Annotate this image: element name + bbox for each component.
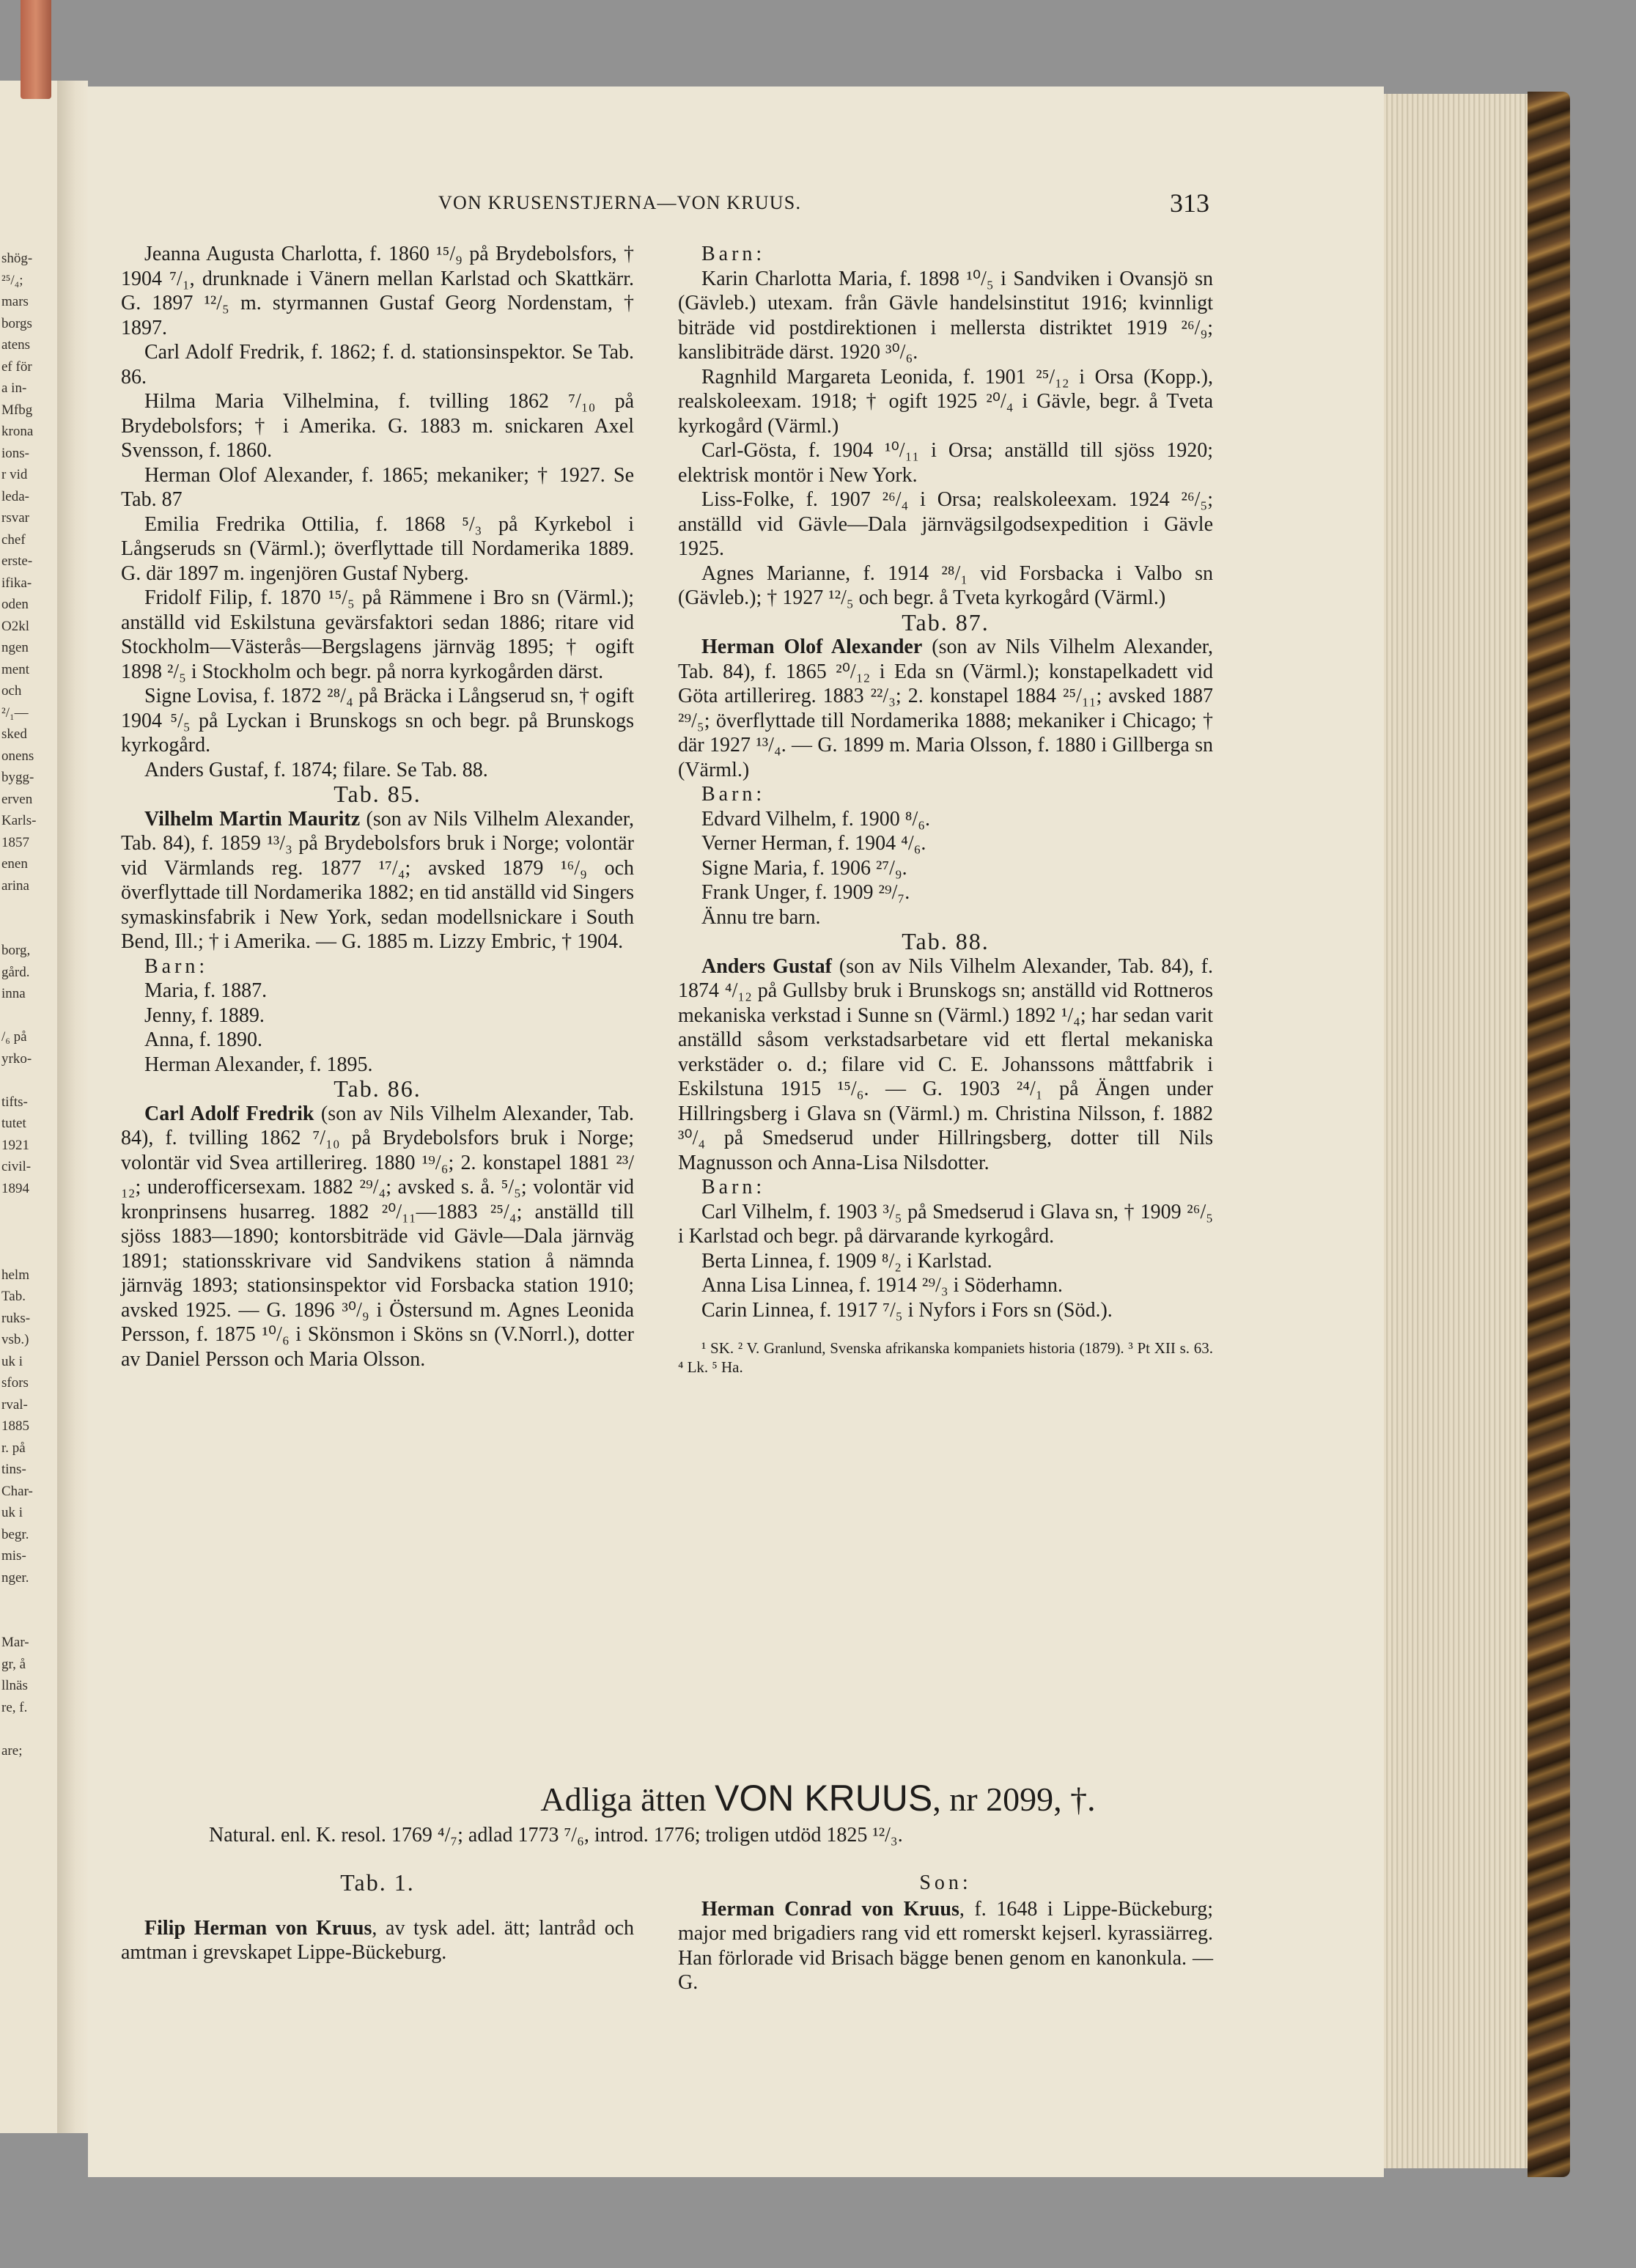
tab86-name: Carl Adolf Fredrik [144,1102,314,1125]
entry-jeanna: Jeanna Augusta Charlotta, f. 1860 ¹⁵/₉ på Brydebolsfors, † 1904 ⁷/₁, drunknade i Vänern mellan Karlstad och Skattkärr. G. 1897 ¹²/₅ m. styrmannen Gustaf Georg Nordenstam, † 1897. [121,243,634,339]
tab85-child: Maria, f. 1887. [144,979,268,1002]
footnotes: ¹ SK. ² V. Granlund, Svenska afrikanska kompaniets historia (1879). ³ Pt XII s. 63. ⁴ Lk. ⁵ Ha. [678,1339,1213,1376]
tab85-heading: Tab. 85. [334,781,421,807]
tab85-name: Vilhelm Martin Mauritz [144,807,361,831]
kruus-right-column [678,1871,1213,1995]
tab86-entry [121,1102,634,1372]
tab87-child: Frank Unger, f. 1909 ²⁹/₇. [701,881,910,904]
tab88-barn-label: Barn: [701,1176,766,1199]
tab87-child: Edvard Vilhelm, f. 1900 ⁸/₆. [701,807,931,831]
tab87-heading: Tab. 87. [902,608,990,636]
section-title-post: , nr 2099, †. [932,1781,1096,1818]
tab87-barn-label: Barn: [701,783,766,806]
entry-emilia: Emilia Fredrika Ottilia, f. 1868 ⁵/₃ på Kyrkebol i Långseruds sn (Värml.); överflyttade till Nordamerika 1889. G. där 1897 m. ingenjören Gustaf Nyberg. [121,512,634,585]
naturalization-line: Natural. enl. K. resol. 1769 ⁴/₇; adlad 1773 ⁷/₆, introd. 1776; troligen utdöd 1825 ¹²/₃. [209,1824,903,1847]
entry-anders: Anders Gustaf, f. 1874; filare. Se Tab. 88. [144,758,488,781]
tab88-entry [678,954,1213,1176]
tab85-text: (son av Nils Vilhelm Alexander, Tab. 84), f. 1859 ¹³/₃ på Brydebolsfors bruk i Norge; volontär vid Värmlands reg. 1877 ¹⁷/₄; avsked 1879 ¹⁶/₉ och överflyttade till Nordamerika 1882; en tid anställd vid Singers symaskinsfabrik i New York, sedan modellsnickare i South Bend, Ill.; † i Amerika. — G. 1885 m. Lizzy Embric, † 1904. [121,807,634,953]
son-name: Herman Conrad von Kruus [701,1897,959,1921]
tab88-heading: Tab. 88. [902,928,990,954]
facing-page-text: shög- ²⁵/₄; mars borgs atens ef för a in- Mfbg krona ions- r vid leda- rsvar chef erste- ifika- oden O2kl ngen ment och ²/₁— sked onens bygg- erven Karls- 1857 enen arina borg, gård. inna /₆ på yrko- tifts- tutet 1921 civil- 1894 helm Tab. ruks- vsb.) uk i sfors rval- 1885 r. på tins- Char- uk i begr. mis- nger. Mar- gr, å llnäs re, f. are; [1,251,37,1759]
tab85-barn-label: Barn: [144,954,209,978]
son-label: Son: [919,1871,972,1894]
tab88-child: Anna Lisa Linnea, f. 1914 ²⁹/₃ i Söderhamn. [701,1274,1063,1297]
book-cover-edge [1528,92,1570,2177]
child-entry: Liss-Folke, f. 1907 ²⁶/₄ i Orsa; realskoleexam. 1924 ²⁶/₅; anställd vid Gävle—Dala järnvägsilgodsexpedition i Gävle 1925. [678,488,1213,560]
section-title [0,1777,1636,1819]
tab86-text: (son av Nils Vilhelm Alexander, Tab. 84), f. tvilling 1862 ⁷/₁₀ på Brydebolsfors bruk i Norge; volontär vid Svea artillerireg. 1880 ¹⁹/₆; 2. konstapel 1881 ²³/₁₂; underofficersexam. 1882 ²⁹/₄; avsked s. å. ⁵/₅; volontär vid kronprinsens husarreg. 1882 ²⁰/₁₁—1883 ²⁵/₄; anställd till sjöss 1883—1890; kontorsbiträde vid Gävle—Dala järnväg 1891; stationsskrivare vid Sandvikens station å nämnda järnväg 1893; stationsinspektor vid Forsbacka station 1910; avsked 1925. — G. 1896 ³⁰/₉ i Östersund m. Agnes Leonida Persson, f. 1875 ¹⁰/₆ i Skönsmon i Sköns sn (V.Norrl.), dotter av Daniel Persson och Maria Olsson. [121,1102,634,1371]
bookmark-ribbon [21,0,51,99]
kruus-left-column [121,1871,634,1965]
page-edges [1384,94,1530,2168]
book-gutter [57,81,88,2133]
tab88-child: Carl Vilhelm, f. 1903 ³/₅ på Smedserud i Glava sn, † 1909 ²⁶/₅ i Karlstad och begr. på därvarande kyrkogård. [678,1200,1213,1248]
tab87-child: Verner Herman, f. 1904 ⁴/₆. [701,832,926,855]
tab86-heading: Tab. 86. [334,1075,421,1102]
tab85-entry [121,807,634,954]
kruus-tab1-entry [121,1916,634,1965]
barn-label: Barn: [701,243,766,265]
tab87-child: Signe Maria, f. 1906 ²⁷/₉. [701,856,907,880]
entry-signe: Signe Lovisa, f. 1872 ²⁸/₄ på Bräcka i Långserud sn, † ogift 1904 ⁵/₅ på Lyckan i Brunskogs sn och begr. på Brunskogs kyrkogård. [121,685,634,756]
son-entry [678,1897,1213,1995]
tab85-child: Jenny, f. 1889. [144,1004,265,1027]
running-header: VON KRUSENSTJERNA—VON KRUUS. [438,192,802,213]
child-entry: Agnes Marianne, f. 1914 ²⁸/₁ vid Forsbacka i Valbo sn (Gävleb.); † 1927 ¹²/₅ och begr. å Tveta kyrkogård (Värml.) [678,562,1213,609]
tab88-child: Carin Linnea, f. 1917 ⁷/₅ i Nyfors i Fors sn (Söd.). [701,1298,1113,1322]
left-column [121,242,634,1372]
entry-herman: Herman Olof Alexander, f. 1865; mekaniker; † 1927. Se Tab. 87 [121,463,634,511]
section-title-name: VON KRUUS [715,1778,933,1819]
tab87-text: (son av Nils Vilhelm Alexander, Tab. 84), f. 1865 ²⁰/₁₂ i Eda sn (Värml.); konstapelkadett vid Göta artillerireg. 1883 ²²/₃; 2. konstapel 1884 ²⁵/₁₁; avsked 1887 ²⁹/₅; överflyttade till Nordamerika 1888; mekaniker i Chicago; † där 1927 ¹³/₄. — G. 1899 m. Maria Olsson, f. 1880 i Gillberga sn (Värml.) [678,636,1214,781]
kruus-tab1-heading: Tab. 1. [340,1869,415,1896]
kruus-tab1-text: , av tysk adel. ätt; lantråd och amtman i grevskapet Lippe-Bückeburg. [121,1916,634,1964]
tab85-child: Anna, f. 1890. [144,1028,262,1051]
tab87-name: Herman Olof Alexander [701,636,923,658]
tab88-text: (son av Nils Vilhelm Alexander, Tab. 84), f. 1874 ⁴/₁₂ på Gullsby bruk i Brunskogs sn; anställd vid Rottneros mekaniska verkstad i Sunne sn (Värml.) 1892 ¹/₄; har sedan varit anställd såsom verkstadsarbetare vid ett flertal mekaniska verkstäder o. d.; filare vid C. E. Johanssons måttfabrik i Eskilstuna 1915 ¹⁵/₆. — G. 1903 ²⁴/₁ på Ängen under Hillringsberg i Glava sn (Värml.) m. Christina Nilsson, f. 1882 ³⁰/₄ på Smedserud under Hillringsberg, dotter till Nils Magnusson och Anna-Lisa Nilsdotter. [678,954,1214,1174]
page-number: 313 [1170,188,1209,218]
right-column [678,242,1213,1377]
tab85-child: Herman Alexander, f. 1895. [144,1053,373,1076]
tab88-child: Berta Linnea, f. 1909 ⁸/₂ i Karlstad. [701,1249,992,1273]
facing-page-edge [0,81,59,2133]
tab88-name: Anders Gustaf [701,954,832,978]
child-entry: Ragnhild Margareta Leonida, f. 1901 ²⁵/₁₂ i Orsa (Kopp.), realskoleexam. 1918; † ogift 1925 ²⁰/₄ i Gävle, begr. å Tveta kyrkogård (Värml.) [678,365,1213,438]
entry-carl-adolf: Carl Adolf Fredrik, f. 1862; f. d. stationsinspektor. Se Tab. 86. [121,341,634,389]
tab87-entry [678,635,1213,782]
tab87-child: Ännu tre barn. [701,905,821,929]
entry-fridolf: Fridolf Filip, f. 1870 ¹⁵/₅ på Rämmene i Bro sn (Värml.); anställd vid Eskilstuna gevärsfaktori sedan 1886; ritare vid Stockholm—Västerås—Bergslagens järnväg 1895; † ogift 1898 ²/₅ i Stockholm och begr. på norra kyrkogården därst. [121,586,634,683]
section-title-pre: Adliga ätten [540,1781,715,1818]
child-entry: Carl-Gösta, f. 1904 ¹⁰/₁₁ i Orsa; anställd till sjöss 1920; elektrisk montör i New York. [678,439,1213,487]
son-text: , f. 1648 i Lippe-Bückeburg; major med brigadiers rang vid ett romerskt kejserl. kyrassiärreg. Han förlorade vid Brisach bägge benen genom en kanonkula. — G. [678,1897,1213,1994]
entry-hilma: Hilma Maria Vilhelmina, f. tvilling 1862 ⁷/₁₀ på Brydebolsfors; † i Amerika. G. 1883 m. snickaren Axel Svensson, f. 1860. [121,390,634,462]
kruus-tab1-name: Filip Herman von Kruus [144,1916,372,1940]
child-entry: Karin Charlotta Maria, f. 1898 ¹⁰/₅ i Sandviken i Ovansjö sn (Gävleb.) utexam. från Gävle handelsinstitut 1916; kvinnligt biträde vid postdirektionen i mellersta distriktet 1919 ²⁶/₉; kanslibiträde därst. 1920 ³⁰/₆. [678,267,1213,364]
